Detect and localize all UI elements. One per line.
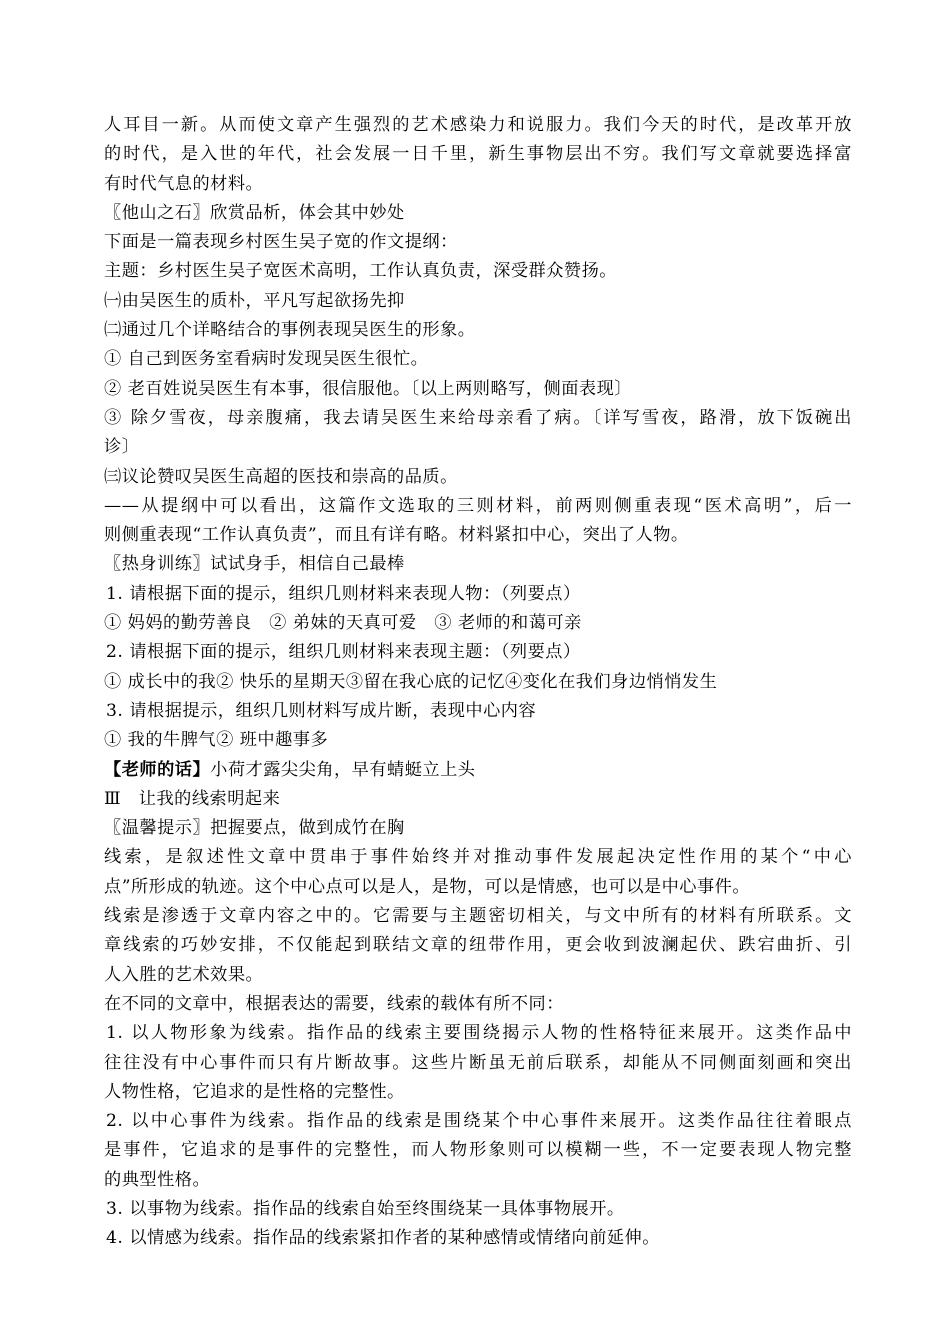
clue-type-item: 2. 以中心事件为线索。指作品的线索是围绕某个中心事件来展开。这类作品往往着眼点 — [106, 1111, 852, 1132]
text-line: 的典型性格。 — [104, 1169, 211, 1190]
outline-item: ㈢议论赞叹吴医生高超的医技和崇高的品质。 — [104, 466, 458, 487]
outline-item: ㈡通过几个详略结合的事例表现吴医生的形象。 — [104, 320, 476, 341]
text-line: 线索是渗透于文章内容之中的。它需要与主题密切相关，与文中所有的材料有所联系。文 — [104, 906, 852, 927]
outline-item: ㈠由吴医生的质朴，平凡写起欲扬先抑 — [104, 290, 405, 311]
teacher-words-label: 【老师的话】 — [104, 759, 211, 780]
text-line: 则侧重表现“工作认真负责”，而且有详有略。材料紧扣中心，突出了人物。 — [104, 525, 689, 546]
outline-subitem: ② 老百姓说吴医生有本事，很信服他。〔以上两则略写，侧面表现〕 — [104, 378, 632, 399]
exercise-item: 3. 请根据提示，组织几则材料写成片断，表现中心内容 — [106, 700, 537, 721]
text-line: 人耳目一新。从而使文章产生强烈的艺术感染力和说服力。我们今天的时代，是改革开放 — [104, 115, 852, 135]
text-line: 主题：乡村医生吴子宽医术高明，工作认真负责，深受群众赞扬。 — [104, 261, 617, 282]
outline-subitem: ① 自己到医务室看病时发现吴医生很忙。 — [104, 349, 429, 370]
text-line: 有时代气息的材料。 — [104, 173, 264, 194]
text-line: 的时代，是入世的年代，社会发展一日千里，新生事物层出不穷。我们写文章就要选择富 — [104, 144, 852, 165]
exercise-subitem: ① 我的牛脾气② 班中趣事多 — [104, 730, 329, 751]
section-heading-clue: Ⅲ 让我的线索明起来 — [104, 788, 281, 809]
section-heading-reshen: 〖热身训练〗试试身手，相信自己最棒 — [104, 554, 405, 575]
exercise-item: 1. 请根据下面的提示，组织几则材料来表现人物：（列要点） — [106, 583, 581, 604]
outline-subitem: ③ 除夕雪夜，母亲腹痛，我去请吴医生来给母亲看了病。〔详写雪夜，路滑，放下饭碗出 — [104, 407, 852, 428]
clue-type-item: 1. 以人物形象为线索。指作品的线索主要围绕揭示人物的性格特征来展开。这类作品中 — [106, 1023, 852, 1044]
teacher-words-line — [104, 756, 852, 785]
section-heading-tashan: 〖他山之石〗欣赏品析，体会其中妙处 — [104, 202, 405, 223]
text-line: 往往没有中心事件而只有片断故事。这些片断虽无前后联系，却能从不同侧面刻画和突出 — [104, 1052, 852, 1073]
exercise-subitem: ① 成长中的我② 快乐的星期天③留在我心底的记忆④变化在我们身边悄悄发生 — [104, 671, 718, 692]
section-heading-tips: 〖温馨提示〗把握要点，做到成竹在胸 — [104, 818, 405, 839]
text-line: 点”所形成的轨迹。这个中心点可以是人，是物，可以是情感，也可以是中心事件。 — [104, 876, 751, 897]
text-line: 线索，是叙述性文章中贯串于事件始终并对推动事件发展起决定性作用的某个“中心 — [104, 847, 852, 868]
text-line: 下面是一篇表现乡村医生吴子宽的作文提纲： — [104, 232, 458, 253]
document-page — [104, 111, 852, 1254]
text-line: 人入胜的艺术效果。 — [104, 964, 264, 985]
clue-type-item: 3. 以事物为线索。指作品的线索自始至终围绕某一具体事物展开。 — [106, 1198, 625, 1219]
clue-type-item: 4. 以情感为线索。指作品的线索紧扣作者的某种感情或情绪向前延伸。 — [106, 1228, 660, 1249]
text-line: 人物性格，它追求的是性格的完整性。 — [104, 1081, 405, 1102]
text-line: 在不同的文章中，根据表达的需要，线索的载体有所不同： — [104, 993, 564, 1014]
text-line: 章线索的巧妙安排，不仅能起到联结文章的纽带作用，更会收到波澜起伏、跌宕曲折、引 — [104, 935, 852, 956]
text-line: 诊〕 — [104, 437, 140, 458]
exercise-subitem: ① 妈妈的勤劳善良 ② 弟妹的天真可爱 ③ 老师的和蔼可亲 — [104, 613, 582, 634]
teacher-words-text: 小荷才露尖尖角，早有蜻蜓立上头 — [210, 759, 476, 780]
text-line: ——从提纲中可以看出，这篇作文选取的三则材料，前两则侧重表现“医术高明”，后一 — [104, 495, 852, 516]
text-line: 是事件，它追求的是事件的完整性，而人物形象则可以模糊一些，不一定要表现人物完整 — [104, 1140, 852, 1161]
exercise-item: 2. 请根据下面的提示，组织几则材料来表现主题：（列要点） — [106, 642, 581, 663]
